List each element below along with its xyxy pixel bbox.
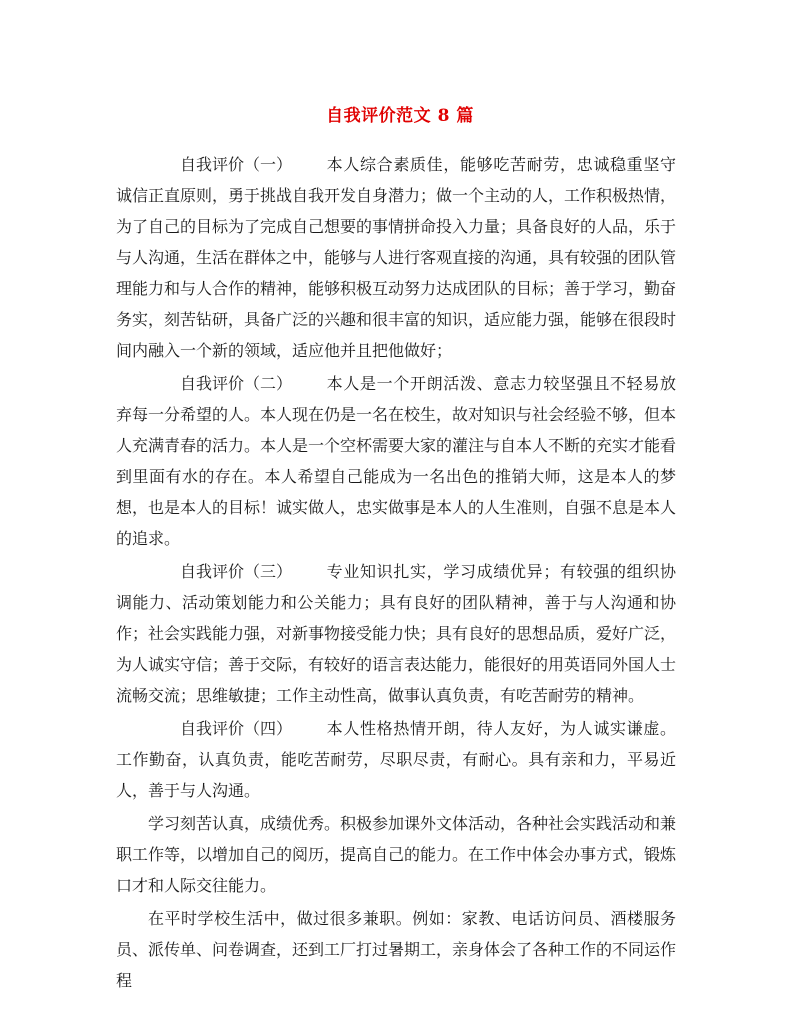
document-body (116, 149, 676, 998)
paragraph-2 (116, 368, 676, 554)
paragraph-3 (116, 556, 676, 711)
paragraph-4 (116, 713, 676, 806)
paragraph-5 (116, 808, 676, 901)
paragraph-1-heading: 自我评价（一） (180, 155, 293, 174)
paragraph-3-text: 专业知识扎实，学习成绩优异；有较强的组织协调能力、活动策划能力和公关能力；具有良好的团队精神，善于与人沟通和协作；社会实践能力强，对新事物接受能力快；具有良好的思想品质，爱好广泛，为人诚实守信；善于交际，有较好的语言表达能力，能很好的用英语同外国人士流畅交流；思维敏捷；工作主动性高，做事认真负责，有吃苦耐劳的精神。 (116, 562, 677, 705)
paragraph-6-text: 在平时学校生活中，做过很多兼职。例如：家教、电话访问员、酒楼服务员、派传单、问卷调查，还到工厂打过暑期工，亲身体会了各种工作的不同运作程 (116, 909, 677, 990)
document-title: 自我评价范文 8 篇 (326, 106, 474, 126)
paragraph-4-heading: 自我评价（四） (180, 719, 293, 738)
paragraph-6 (116, 903, 676, 996)
paragraph-4-text: 本人性格热情开朗，待人友好，为人诚实谦虚。工作勤奋，认真负责，能吃苦耐劳，尽职尽责，有耐心。具有亲和力，平易近人，善于与人沟通。 (116, 719, 676, 800)
paragraph-1 (116, 149, 676, 366)
paragraph-2-heading: 自我评价（二） (180, 374, 293, 393)
paragraph-3-heading: 自我评价（三） (180, 562, 293, 581)
paragraph-2-text: 本人是一个开朗活泼、意志力较坚强且不轻易放弃每一分希望的人。本人现在仍是一名在校生，故对知识与社会经验不够，但本人充满青春的活力。本人是一个空杯需要大家的灌注与自本人不断的充实才能看到里面有水的存在。本人希望自己能成为一名出色的推销大师，这是本人的梦想，也是本人的目标！诚实做人，忠实做事是本人的人生准则，自强不息是本人的追求。 (116, 374, 677, 548)
paragraph-1-text: 本人综合素质佳，能够吃苦耐劳，忠诚稳重坚守诚信正直原则，勇于挑战自我开发自身潜力；做一个主动的人，工作积极热情，为了自己的目标为了完成自己想要的事情拼命投入力量；具备良好的人品，乐于与人沟通，生活在群体之中，能够与人进行客观直接的沟通，具有较强的团队管理能力和与人合作的精神，能够积极互动努力达成团队的目标；善于学习，勤奋务实，刻苦钻研，具备广泛的兴趣和很丰富的知识，适应能力强，能够在很段时间内融入一个新的领域，适应他并且把他做好； (116, 155, 677, 360)
paragraph-5-text: 学习刻苦认真，成绩优秀。积极参加课外文体活动，各种社会实践活动和兼职工作等，以增加自己的阅历，提高自己的能力。在工作中体会办事方式，锻炼口才和人际交往能力。 (116, 814, 677, 895)
